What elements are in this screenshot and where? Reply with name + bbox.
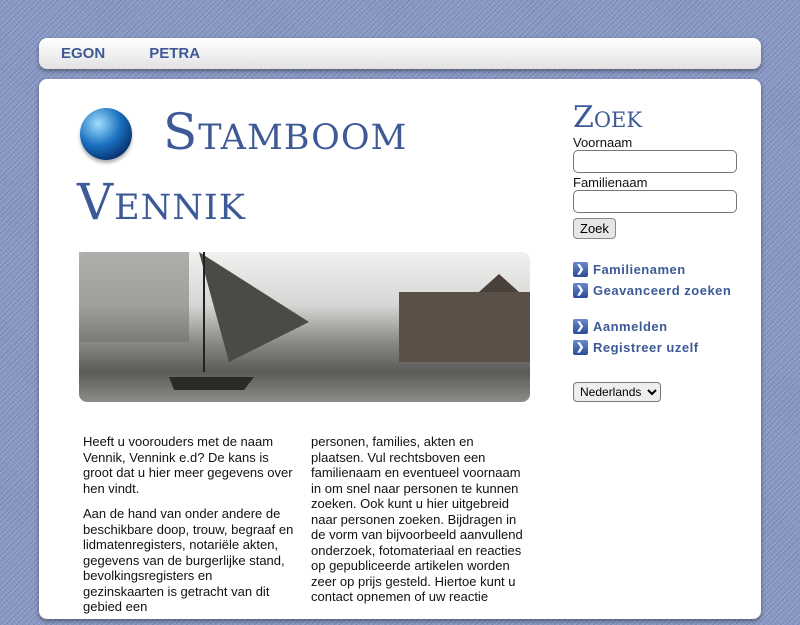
intro-paragraph-2: Aan de hand van onder andere de beschikbare doop, trouw, begraaf en lidmatenregisters, notariële akten, gegevens van de burgerlijke stand, bevolkingsregisters en gezinskaarten is getracht van dit gebied een <box>83 506 294 614</box>
link-advanced-search[interactable] <box>573 280 743 301</box>
last-name-label: Familienaam <box>573 175 648 190</box>
last-name-input[interactable] <box>573 190 737 213</box>
link-register[interactable] <box>573 337 743 358</box>
arrow-right-icon: ❯ <box>573 319 588 334</box>
first-name-label: Voornaam <box>573 135 633 150</box>
intro-paragraph-1: Heeft u voorouders met de naam Vennik, Vennink e.d? De kans is groot dat u hier meer gegevens over hen vindt. <box>83 434 293 496</box>
search-button[interactable]: Zoek <box>573 218 616 239</box>
link-familienamen[interactable] <box>573 259 743 280</box>
canal-illustration <box>79 252 530 402</box>
link-label: Registreer uzelf <box>593 340 699 355</box>
link-login[interactable] <box>573 316 743 337</box>
arrow-right-icon: ❯ <box>573 283 588 298</box>
language-select[interactable] <box>573 382 661 402</box>
main-panel <box>39 79 761 619</box>
site-title-line2: Vennik <box>77 173 246 231</box>
top-navigation <box>39 38 761 69</box>
arrow-right-icon: ❯ <box>573 340 588 355</box>
globe-logo-icon <box>80 108 132 160</box>
intro-paragraph-3: personen, families, akten en plaatsen. Vul rechtsboven een familienaam en eventueel voornaam in om snel naar personen te kunnen zoeken. Ook kunt u hier uitgebreid naar personen zoeken. Bijdragen in de vorm van bijvoorbeeld aanvullend onderzoek, fotomateriaal en reacties op gepubliceerde artikelen worden zeer op prijs gesteld. Hiertoe kunt u contact opnemen of uw reactie <box>311 434 523 604</box>
link-label: Familienamen <box>593 262 686 277</box>
search-sidebar <box>573 101 743 402</box>
search-heading: Zoek <box>573 100 643 135</box>
header-photo-canal <box>79 252 530 402</box>
link-label: Aanmelden <box>593 319 668 334</box>
site-title-line1: Stamboom <box>163 103 408 161</box>
nav-egon[interactable]: EGON <box>61 45 106 62</box>
arrow-right-icon: ❯ <box>573 262 588 277</box>
intro-text <box>83 434 523 625</box>
first-name-input[interactable] <box>573 150 737 173</box>
nav-petra[interactable]: PETRA <box>149 45 201 62</box>
link-label: Geavanceerd zoeken <box>593 283 732 298</box>
